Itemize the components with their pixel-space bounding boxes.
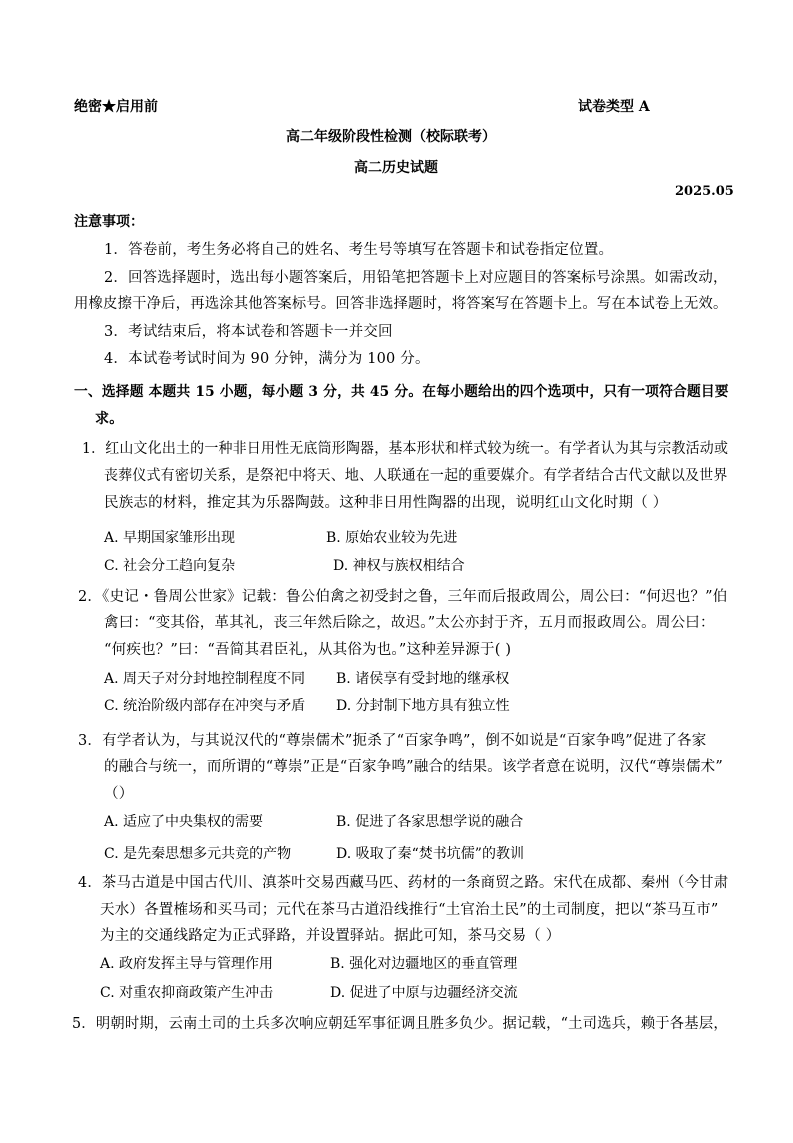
option-d[interactable]: D. 吸取了秦“焚书坑儒”的教训 xyxy=(336,846,524,862)
note-item: 1．答卷前，考生务必将自己的姓名、考生号等填写在答题卡和试卷指定位置。 xyxy=(104,242,614,258)
section-heading: 一、选择题 本题共 15 小题，每小题 3 分，共 45 分。在每小题给出的四个选项中，只有一项符合题目要 xyxy=(74,384,729,400)
notes-heading: 注意事项： xyxy=(74,214,144,230)
option-d[interactable]: D. 分封制下地方具有独立性 xyxy=(336,698,510,714)
question-text: 3．有学者认为，与其说汉代的“尊崇儒术”扼杀了“百家争鸣”，倒不如说是“百家争鸣”促进了各家 xyxy=(78,733,707,749)
option-b[interactable]: B. 原始农业较为先进 xyxy=(326,530,458,546)
question-text: 丧葬仪式有密切关系，是祭祀中将天、地、人联通在一起的重要媒介。有学者结合古代文献以及世界 xyxy=(104,468,728,484)
option-d[interactable]: D. 促进了中原与边疆经济交流 xyxy=(330,985,518,1001)
option-a[interactable]: A. 政府发挥主导与管理作用 xyxy=(100,956,274,972)
question-text: 为主的交通线路定为正式驿路，并设置驿站。据此可知，茶马交易（ ） xyxy=(100,928,561,944)
secrecy-label: 绝密★启用前 xyxy=(74,99,158,115)
note-item: 用橡皮擦干净后，再选涂其他答案标号。回答非选择题时，将答案写在答题卡上。写在本试卷上无效。 xyxy=(74,296,728,312)
option-b[interactable]: B. 诸侯享有受封地的继承权 xyxy=(336,671,510,687)
question-text: 民族志的材料，推定其为乐器陶鼓。这种非日用性陶器的出现，说明红山文化时期（ ） xyxy=(104,495,668,511)
exam-subtitle: 高二历史试题 xyxy=(354,160,438,176)
option-b[interactable]: B. 强化对边疆地区的垂直管理 xyxy=(330,956,518,972)
question-text: （） xyxy=(104,786,134,802)
note-item: 4．本试卷考试时间为 90 分钟，满分为 100 分。 xyxy=(104,351,430,367)
option-c[interactable]: C. 社会分工趋向复杂 xyxy=(104,558,236,574)
question-text: 5．明朝时期，云南土司的土兵多次响应朝廷军事征调且胜多负少。据记载，“土司选兵，赖于各基层， xyxy=(72,1016,728,1032)
option-a[interactable]: A. 适应了中央集权的需要 xyxy=(104,814,264,830)
option-b[interactable]: B. 促进了各家思想学说的融合 xyxy=(336,814,524,830)
option-d[interactable]: D. 神权与族权相结合 xyxy=(333,558,465,574)
question-text: “何疾也？”曰：“吾简其君臣礼，从其俗为也。”这种差异源于( ) xyxy=(104,642,512,658)
question-text: 的融合与统一，而所谓的“尊崇”正是“百家争鸣”融合的结果。该学者意在说明，汉代“尊崇儒术” xyxy=(104,759,723,775)
option-c[interactable]: C. 是先秦思想多元共竞的产物 xyxy=(104,846,292,862)
paper-type-label: 试卷类型 A xyxy=(578,99,650,115)
option-a[interactable]: A. 周天子对分封地控制程度不同 xyxy=(104,671,306,687)
question-text: 4．茶马古道是中国古代川、滇茶叶交易西藏马匹、药材的一条商贸之路。宋代在成都、秦州（今甘肃 xyxy=(78,875,729,891)
question-text: 禽曰：“变其俗，革其礼，丧三年然后除之，故迟。”太公亦封于齐，五月而报政周公。周公曰： xyxy=(104,615,715,631)
note-item: 2．回答选择题时，选出每小题答案后，用铅笔把答题卡上对应题目的答案标号涂黑。如需改动， xyxy=(104,270,728,286)
exam-title: 高二年级阶段性检测（校际联考） xyxy=(286,129,496,145)
option-c[interactable]: C. 对重农抑商政策产生冲击 xyxy=(100,985,274,1001)
question-text: 天水）各置榷场和买马司；元代在茶马古道沿线推行“土官治土民”的土司制度，把以“茶马互市” xyxy=(100,902,719,918)
section-heading-cont: 求。 xyxy=(95,411,124,427)
option-c[interactable]: C. 统治阶级内部存在冲突与矛盾 xyxy=(104,698,306,714)
question-text: 2．《史记・鲁周公世家》记载：鲁公伯禽之初受封之鲁，三年而后报政周公，周公曰：“何迟也？”伯 xyxy=(78,589,728,605)
note-item: 3．考试结束后，将本试卷和答题卡一并交回 xyxy=(104,324,393,340)
option-a[interactable]: A. 早期国家雏形出现 xyxy=(104,530,236,546)
question-text: 1．红山文化出土的一种非日用性无底筒形陶器，基本形状和样式较为统一。有学者认为其与宗教活动或 xyxy=(82,441,729,457)
exam-date: 2025.05 xyxy=(675,184,734,199)
